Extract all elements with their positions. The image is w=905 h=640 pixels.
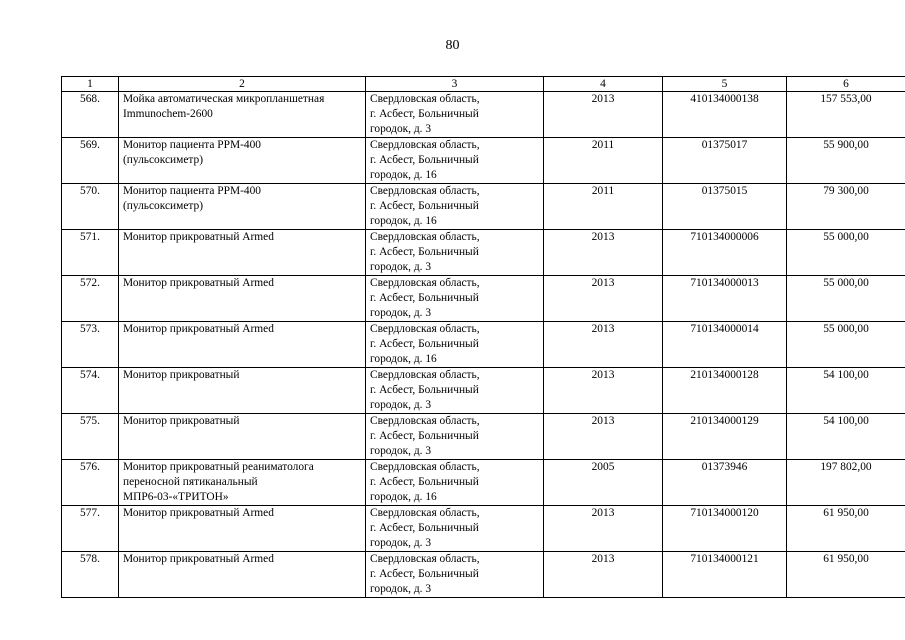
item-year: 2013 bbox=[544, 506, 663, 552]
item-name-line: Монитор прикроватный Armed bbox=[123, 277, 274, 289]
item-year: 2013 bbox=[544, 414, 663, 460]
item-address-line: г. Асбест, Больничный bbox=[370, 200, 479, 212]
row-number: 574. bbox=[62, 368, 119, 414]
table-row bbox=[62, 414, 905, 460]
item-name-line: Монитор прикроватный Armed bbox=[123, 231, 274, 243]
column-header-2: 2 bbox=[119, 77, 366, 92]
item-address-line: городок, д. 3 bbox=[370, 399, 432, 411]
item-address bbox=[366, 506, 544, 552]
item-name bbox=[119, 552, 366, 598]
item-inventory-number: 710134000120 bbox=[663, 506, 787, 552]
item-address bbox=[366, 230, 544, 276]
item-price: 55 000,00 bbox=[787, 322, 905, 368]
item-price: 55 000,00 bbox=[787, 276, 905, 322]
table-row bbox=[62, 138, 905, 184]
row-number: 570. bbox=[62, 184, 119, 230]
table-row bbox=[62, 230, 905, 276]
item-name bbox=[119, 506, 366, 552]
column-header-1: 1 bbox=[62, 77, 119, 92]
row-number: 578. bbox=[62, 552, 119, 598]
item-name bbox=[119, 92, 366, 138]
item-name-line: Мойка автоматическая микропланшетная bbox=[123, 93, 325, 105]
item-year: 2005 bbox=[544, 460, 663, 506]
item-address-line: городок, д. 16 bbox=[370, 353, 437, 365]
item-year: 2011 bbox=[544, 184, 663, 230]
item-address bbox=[366, 322, 544, 368]
item-address-line: городок, д. 16 bbox=[370, 215, 437, 227]
item-inventory-number: 210134000129 bbox=[663, 414, 787, 460]
item-price: 79 300,00 bbox=[787, 184, 905, 230]
item-name-line: Immunochem-2600 bbox=[123, 108, 213, 120]
item-address bbox=[366, 368, 544, 414]
column-header-4: 4 bbox=[544, 77, 663, 92]
table-row bbox=[62, 322, 905, 368]
item-year: 2011 bbox=[544, 138, 663, 184]
table-row bbox=[62, 552, 905, 598]
item-price: 61 950,00 bbox=[787, 552, 905, 598]
item-year: 2013 bbox=[544, 368, 663, 414]
column-header-6: 6 bbox=[787, 77, 905, 92]
item-name-line: (пульсоксиметр) bbox=[123, 154, 203, 166]
item-price: 54 100,00 bbox=[787, 368, 905, 414]
item-inventory-number: 710134000013 bbox=[663, 276, 787, 322]
item-address-line: г. Асбест, Больничный bbox=[370, 292, 479, 304]
column-header-3: 3 bbox=[366, 77, 544, 92]
item-address-line: городок, д. 16 bbox=[370, 169, 437, 181]
item-address-line: г. Асбест, Больничный bbox=[370, 522, 479, 534]
item-year: 2013 bbox=[544, 322, 663, 368]
item-year: 2013 bbox=[544, 276, 663, 322]
table-row bbox=[62, 276, 905, 322]
item-address-line: городок, д. 3 bbox=[370, 537, 432, 549]
item-name-line: Монитор пациента РРМ-400 bbox=[123, 185, 261, 197]
item-address-line: Свердловская область, bbox=[370, 185, 480, 197]
item-address-line: Свердловская область, bbox=[370, 323, 480, 335]
item-price: 197 802,00 bbox=[787, 460, 905, 506]
item-address-line: Свердловская область, bbox=[370, 507, 480, 519]
item-address-line: г. Асбест, Больничный bbox=[370, 430, 479, 442]
item-address-line: г. Асбест, Больничный bbox=[370, 384, 479, 396]
item-name bbox=[119, 460, 366, 506]
item-address-line: г. Асбест, Больничный bbox=[370, 108, 479, 120]
item-address-line: Свердловская область, bbox=[370, 461, 480, 473]
item-address-line: Свердловская область, bbox=[370, 277, 480, 289]
table-row bbox=[62, 368, 905, 414]
page-number: 80 bbox=[445, 38, 460, 53]
row-number: 577. bbox=[62, 506, 119, 552]
item-price: 55 900,00 bbox=[787, 138, 905, 184]
item-address-line: г. Асбест, Больничный bbox=[370, 476, 479, 488]
item-inventory-number: 410134000138 bbox=[663, 92, 787, 138]
column-header-5: 5 bbox=[663, 77, 787, 92]
item-inventory-number: 01373946 bbox=[663, 460, 787, 506]
row-number: 572. bbox=[62, 276, 119, 322]
item-name bbox=[119, 276, 366, 322]
table-row bbox=[62, 460, 905, 506]
item-address-line: Свердловская область, bbox=[370, 139, 480, 151]
item-inventory-number: 710134000006 bbox=[663, 230, 787, 276]
table-row bbox=[62, 92, 905, 138]
item-name-line: Монитор прикроватный реаниматолога bbox=[123, 461, 314, 473]
item-year: 2013 bbox=[544, 92, 663, 138]
item-inventory-number: 01375015 bbox=[663, 184, 787, 230]
item-address-line: Свердловская область, bbox=[370, 415, 480, 427]
item-name bbox=[119, 230, 366, 276]
item-address bbox=[366, 414, 544, 460]
table-body bbox=[62, 92, 905, 598]
item-address-line: городок, д. 3 bbox=[370, 123, 432, 135]
item-name-line: Монитор прикроватный Armed bbox=[123, 553, 274, 565]
item-address-line: городок, д. 3 bbox=[370, 307, 432, 319]
item-address-line: г. Асбест, Больничный bbox=[370, 246, 479, 258]
item-inventory-number: 710134000121 bbox=[663, 552, 787, 598]
item-year: 2013 bbox=[544, 230, 663, 276]
row-number: 576. bbox=[62, 460, 119, 506]
item-name-line: Монитор прикроватный bbox=[123, 415, 240, 427]
table-row bbox=[62, 184, 905, 230]
item-address-line: Свердловская область, bbox=[370, 369, 480, 381]
item-address bbox=[366, 460, 544, 506]
item-address-line: г. Асбест, Больничный bbox=[370, 154, 479, 166]
item-address-line: городок, д. 16 bbox=[370, 491, 437, 503]
item-inventory-number: 01375017 bbox=[663, 138, 787, 184]
item-name-line: Монитор прикроватный bbox=[123, 369, 240, 381]
item-address-line: Свердловская область, bbox=[370, 553, 480, 565]
item-price: 54 100,00 bbox=[787, 414, 905, 460]
row-number: 573. bbox=[62, 322, 119, 368]
item-name bbox=[119, 322, 366, 368]
item-name bbox=[119, 414, 366, 460]
item-inventory-number: 210134000128 bbox=[663, 368, 787, 414]
item-name-line: Монитор прикроватный Armed bbox=[123, 507, 274, 519]
row-number: 575. bbox=[62, 414, 119, 460]
row-number: 568. bbox=[62, 92, 119, 138]
item-price: 157 553,00 bbox=[787, 92, 905, 138]
item-address-line: городок, д. 3 bbox=[370, 583, 432, 595]
item-address-line: г. Асбест, Больничный bbox=[370, 338, 479, 350]
item-address bbox=[366, 552, 544, 598]
row-number: 569. bbox=[62, 138, 119, 184]
item-year: 2013 bbox=[544, 552, 663, 598]
item-address-line: г. Асбест, Больничный bbox=[370, 568, 479, 580]
table-row bbox=[62, 506, 905, 552]
item-name-line: переносной пятиканальный bbox=[123, 476, 258, 488]
item-address-line: городок, д. 3 bbox=[370, 445, 432, 457]
item-address bbox=[366, 184, 544, 230]
item-address bbox=[366, 138, 544, 184]
item-address-line: Свердловская область, bbox=[370, 231, 480, 243]
item-name-line: (пульсоксиметр) bbox=[123, 200, 203, 212]
item-address bbox=[366, 92, 544, 138]
item-address bbox=[366, 276, 544, 322]
item-price: 61 950,00 bbox=[787, 506, 905, 552]
item-price: 55 000,00 bbox=[787, 230, 905, 276]
item-name bbox=[119, 138, 366, 184]
item-name bbox=[119, 368, 366, 414]
header-row bbox=[62, 77, 905, 92]
item-name bbox=[119, 184, 366, 230]
row-number: 571. bbox=[62, 230, 119, 276]
item-inventory-number: 710134000014 bbox=[663, 322, 787, 368]
item-address-line: Свердловская область, bbox=[370, 93, 480, 105]
item-address-line: городок, д. 3 bbox=[370, 261, 432, 273]
item-name-line: Монитор прикроватный Armed bbox=[123, 323, 274, 335]
item-name-line: МПР6-03-«ТРИТОН» bbox=[123, 491, 229, 503]
property-table bbox=[61, 76, 905, 598]
item-name-line: Монитор пациента РРМ-400 bbox=[123, 139, 261, 151]
